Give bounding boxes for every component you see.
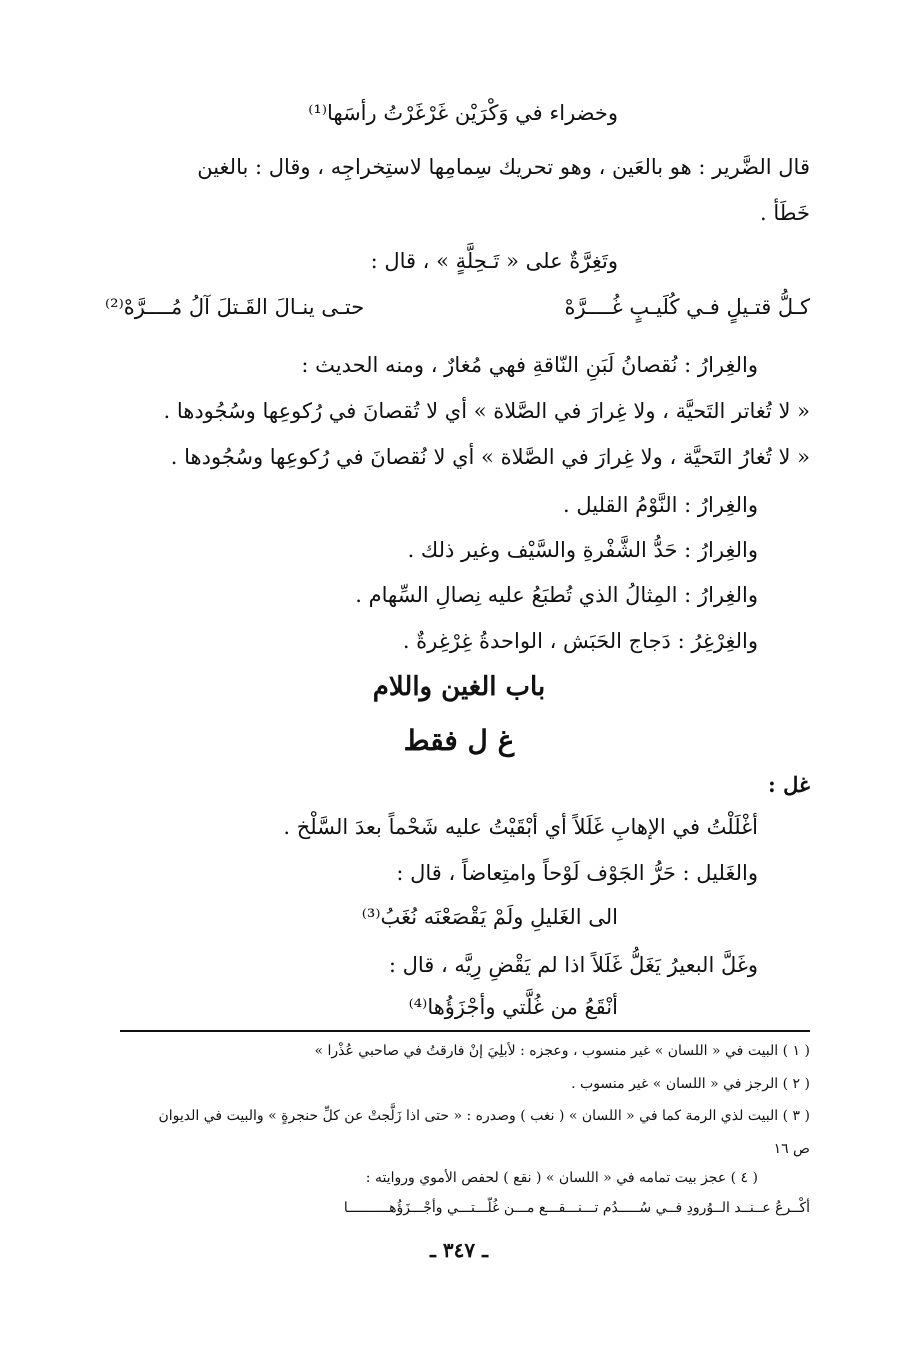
hadith-line-2: « لا تُغارُ التَحيَّة ، ولا غِرارَ في الصَّلاة » أي لا نُقصانَ في رُكوعِها وسُجُودها . bbox=[170, 445, 810, 469]
verse-line-1: وخضراء في وَكْرَيْن غَرْغَرْتُ رأسَها⁽¹⁾ bbox=[308, 101, 618, 125]
text-line-4: وتَغِرَّةٌ على « تَـحِلَّةٍ » ، قال : bbox=[370, 249, 618, 273]
section-heading: غ ل فقط bbox=[403, 724, 515, 757]
entry-label: غل : bbox=[768, 772, 810, 797]
text-line-11: والغِرْغِرُ : دَجاج الحَبَش ، الواحدةُ غِرْغِرةٌ . bbox=[402, 629, 758, 653]
text-line-9: والغِرارُ : حَدُّ الشَّفْرةِ والسَّيْف وغير ذلك . bbox=[407, 538, 758, 562]
text-line-8: والغِرارُ : النَّوْمُ القليل . bbox=[563, 493, 758, 517]
hadith-line-1: « لا تُغاتر التَحيَّة ، ولا غِرارَ في الصَّلاة » أي لا تُقصانَ في رُكوعِها وسُجُودها . bbox=[163, 399, 810, 423]
chapter-heading: باب الغين واللام bbox=[372, 672, 546, 702]
text-line-5: والغِرارُ : نُقصانُ لَبَنِ النّاقةِ فهي مُغارٌ ، ومنه الحديث : bbox=[301, 353, 758, 377]
text-line-10: والغِرارُ : المِثالُ الذي تُطبَعُ عليه نِصالِ السِّهام . bbox=[355, 583, 758, 607]
footnote-divider bbox=[120, 1030, 810, 1032]
footnote-2: ( ٢ ) الرجز في « اللسان » غير منسوب . bbox=[571, 1076, 810, 1092]
verse-line-m3: الى الغَليلِ ولَمْ يَقْصَعْنَه نُغَبُ⁽³⁾ bbox=[361, 905, 618, 929]
text-line-3: خَطَأ . bbox=[760, 201, 810, 225]
text-line-m4: وغَلَّ البعيرُ يَغَلُّ غَلَلاً اذا لم يَقْضِ رِيَّه ، قال : bbox=[388, 953, 758, 977]
footnote-1: ( ١ ) البيت في « اللسان » غير منسوب ، وعجزه : لأبلِيَ إنْ فارقتُ في صاحبي عُذْرا » bbox=[314, 1043, 810, 1059]
text-line-2: قال الضَّرير : هو بالعَين ، وهو تحريك سِمامِها لاستِخراجِه ، وقال : بالغين bbox=[197, 155, 810, 179]
footnote-4: ( ٤ ) عجز بيت تمامه في « اللسان » ( نقع ) لحفص الأموي وروايته : bbox=[365, 1170, 758, 1186]
verse-line-m5: أنْقَعُ من غُلَّتي وأجْزَؤُها⁽⁴⁾ bbox=[408, 995, 618, 1019]
footnote-3: ( ٣ ) البيت لذي الرمة كما في « اللسان » ( نغب ) وصدره : « حتى اذا زَلَّجتْ عن كلِّ حنجرةٍ » والبيت في الديوان bbox=[158, 1108, 810, 1124]
footnote-4-verse: أكْــرعُ عــنــد الــوُرودِ فــي سُـــــدُم تـــنـــقـــع مـــن غُلّـــتـــي وأجْـــزَؤُهــــــــــا bbox=[343, 1200, 810, 1216]
footnote-3-cont: ص ١٦ bbox=[773, 1141, 810, 1157]
verse-first-half: كـلُّ قتـيلٍ فـي كُلَيـبٍ غُــــرَّهْ bbox=[564, 295, 810, 319]
text-line-m1: أغْلَلْتُ في الإهابِ غَلَلاً أي أبْقَيْتُ عليه شَحْماً بعدَ السَّلْخ . bbox=[283, 815, 758, 839]
verse-second-half: حتـى ينـالَ القَـتلَ آلُ مُــــرَّهْ⁽²⁾ bbox=[105, 295, 365, 319]
page-number: ـ ٣٤٧ ـ bbox=[430, 1238, 488, 1262]
text-line-m2: والغَليل : حَرُّ الجَوْف لَوْحاً وامتِعاضاً ، قال : bbox=[396, 861, 758, 885]
